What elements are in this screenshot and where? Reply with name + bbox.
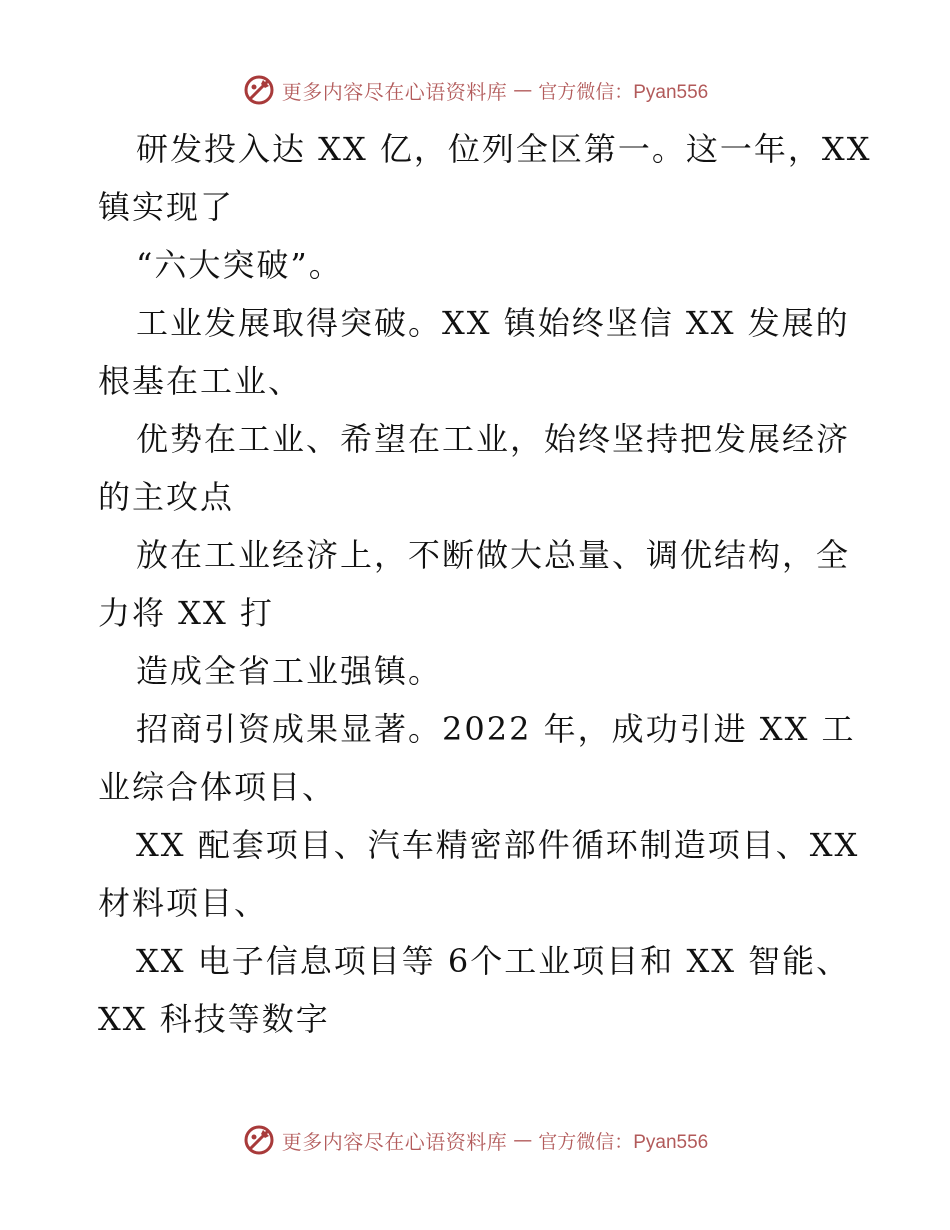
body-line: 优势在工业、希望在工业，始终坚持把发展经济 <box>136 420 851 458</box>
body-line: XX 配套项目、汽车精密部件循环制造项目、XX <box>136 826 860 864</box>
logo-icon <box>242 1123 276 1157</box>
logo-icon <box>242 73 276 107</box>
body-line: 镇实现了 <box>98 188 235 226</box>
footer-text: 更多内容尽在心语资料库 <box>281 1129 508 1154</box>
body-line: 放在工业经济上，不断做大总量、调优结构，全 <box>136 536 851 574</box>
footer-wechat: 官方微信：Pyan556 <box>538 1131 709 1153</box>
body-line: 材料项目、 <box>98 884 269 922</box>
document-body <box>98 120 872 1048</box>
footer-banner <box>0 1120 950 1160</box>
body-line: 根基在工业、 <box>98 362 303 400</box>
header-wechat: 官方微信：Pyan556 <box>538 81 709 103</box>
body-line: 业综合体项目、 <box>98 768 337 806</box>
header-banner <box>0 70 950 110</box>
body-line: XX 电子信息项目等 6个工业项目和 XX 智能、 <box>136 942 851 980</box>
body-line: 工业发展取得突破。XX 镇始终坚信 XX 发展的 <box>136 304 850 342</box>
body-line: 招商引资成果显著。2022 年，成功引进 XX 工 <box>136 710 856 748</box>
body-line: XX 科技等数字 <box>98 1000 330 1038</box>
body-line: “六大突破”。 <box>136 246 343 284</box>
body-line: 研发投入达 XX 亿，位列全区第一。这一年，XX <box>136 130 872 168</box>
body-line: 造成全省工业强镇。 <box>136 652 443 690</box>
body-line: 的主攻点 <box>98 478 235 516</box>
header-text: 更多内容尽在心语资料库 <box>281 79 508 104</box>
footer-separator: — <box>513 1129 533 1151</box>
body-line: 力将 XX 打 <box>98 594 274 632</box>
header-separator: — <box>513 79 533 101</box>
